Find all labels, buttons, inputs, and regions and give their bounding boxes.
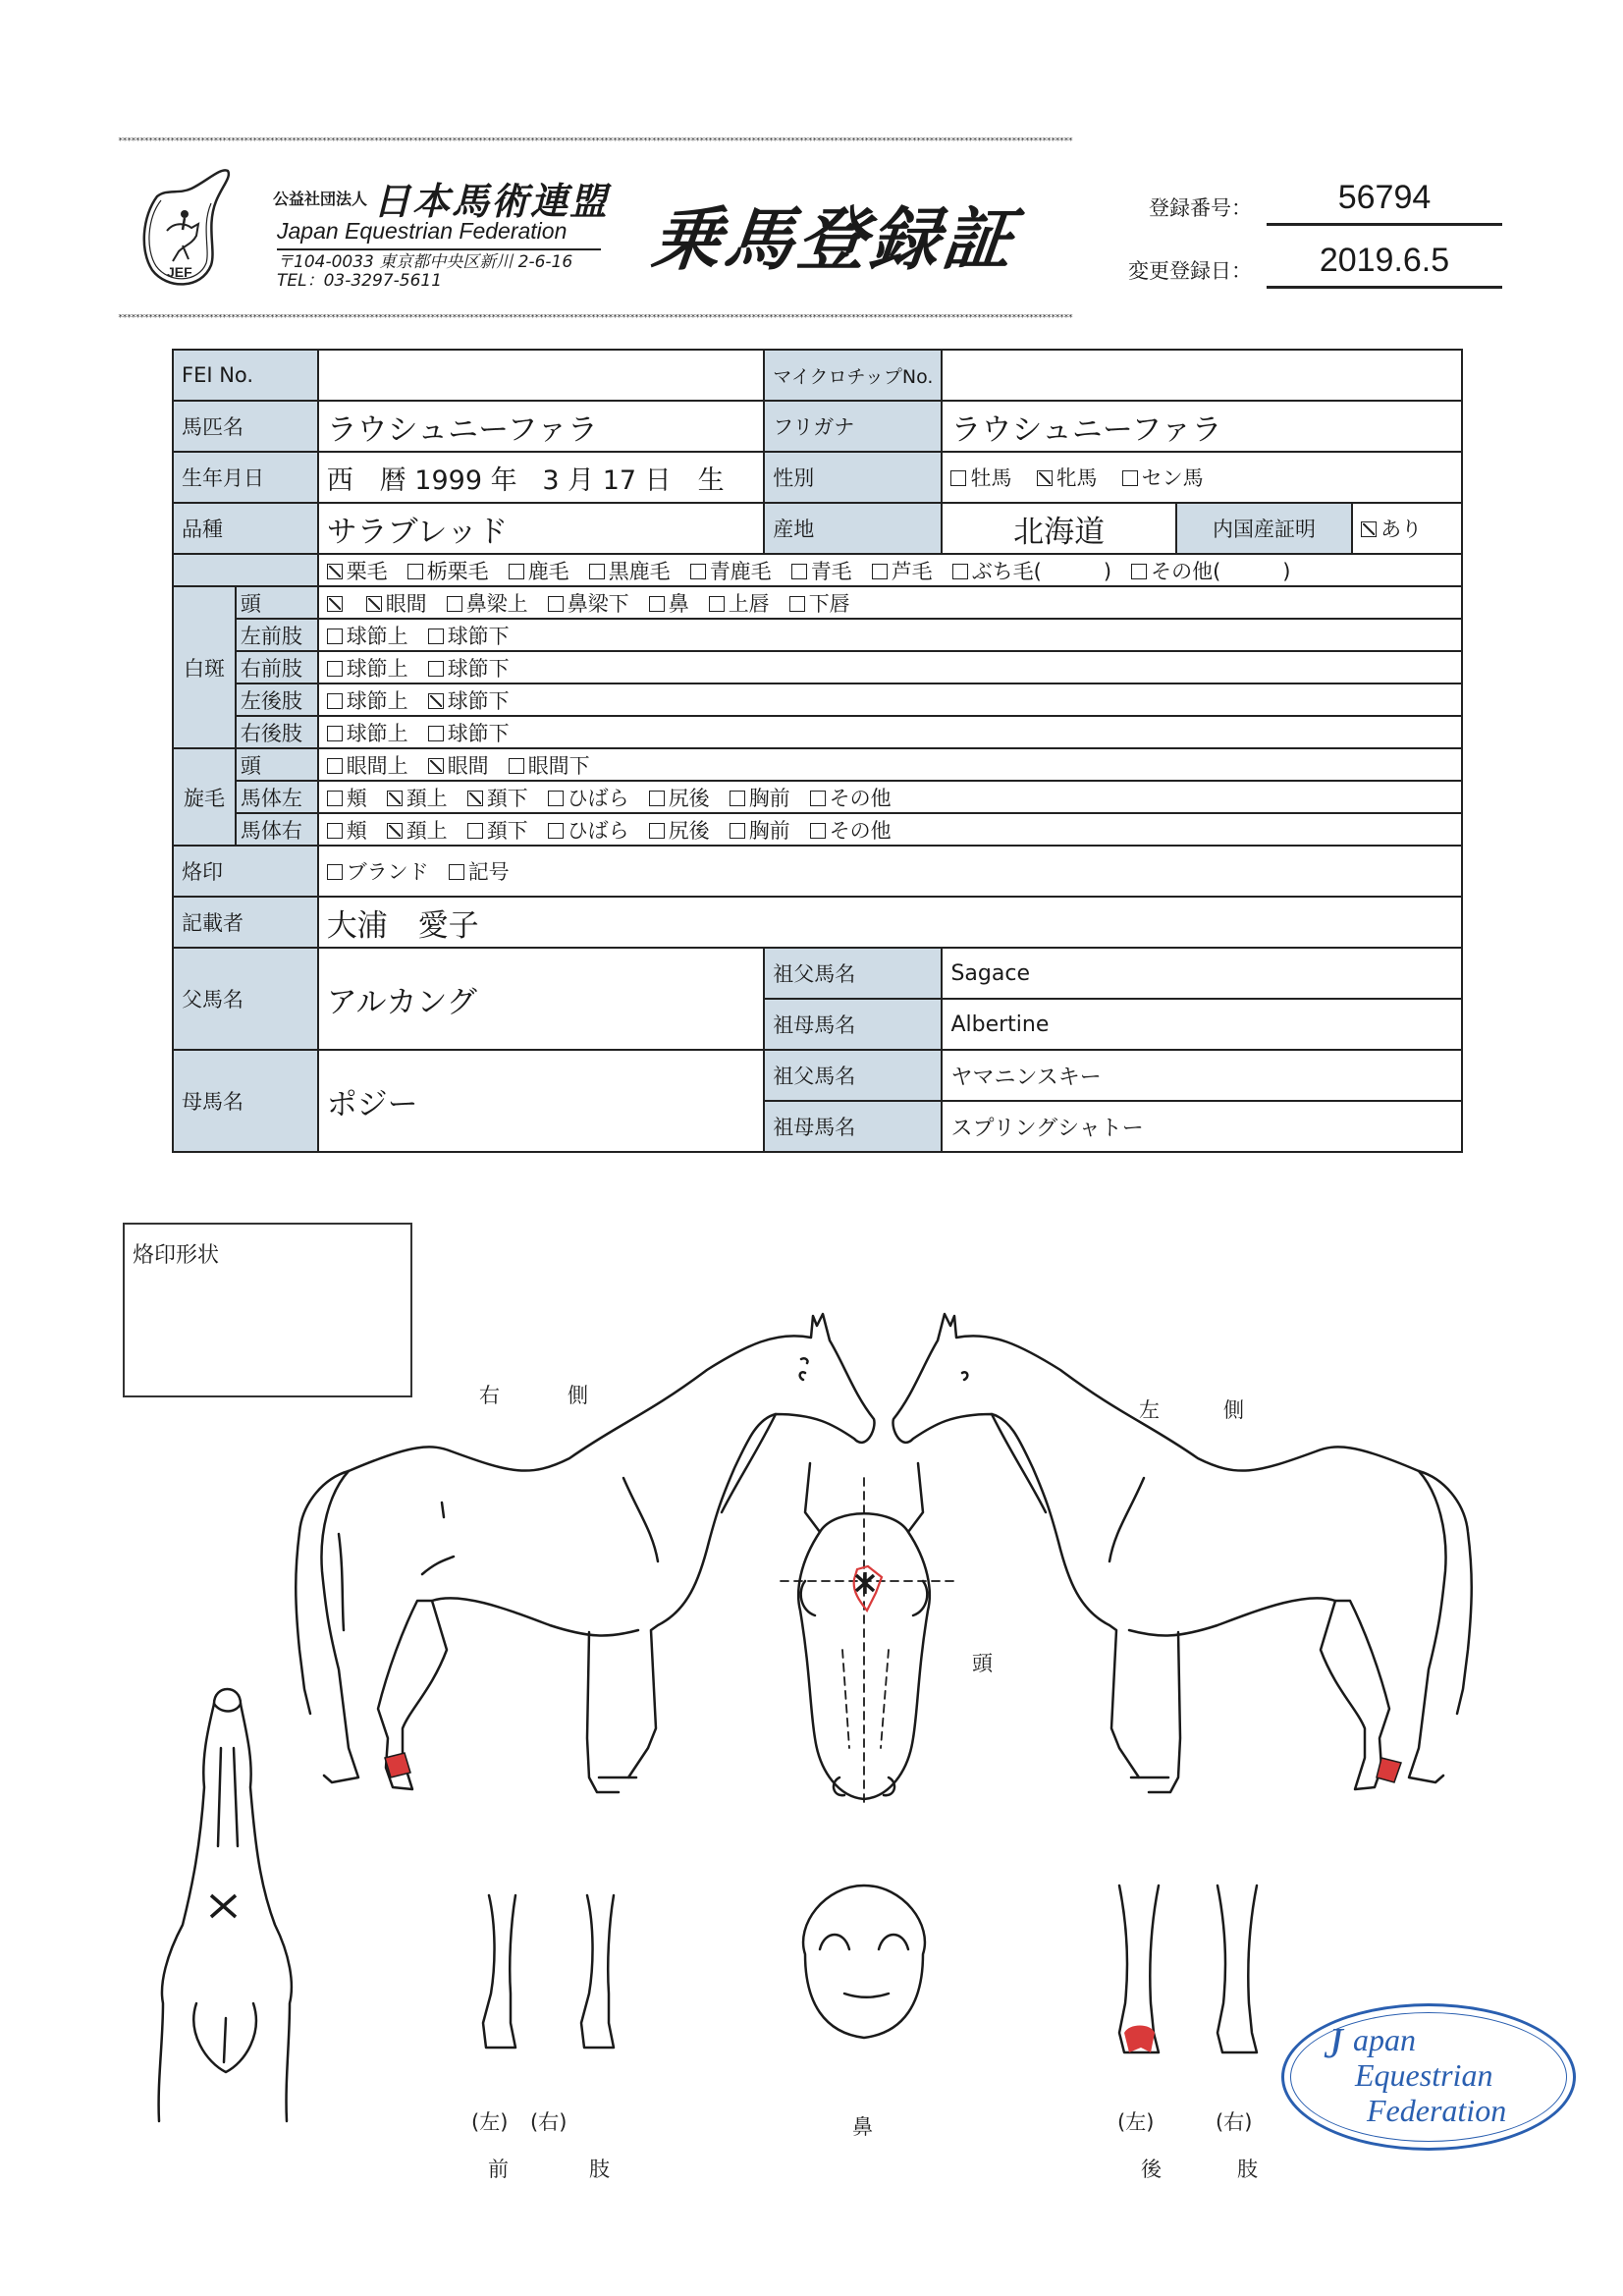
checkbox-option[interactable] <box>730 783 790 812</box>
stamp-line-1: apan <box>1353 2022 1416 2057</box>
checkbox-label: 球節下 <box>447 656 510 681</box>
dam-value: ポジー <box>318 1050 765 1152</box>
white-marking-highlights-icon <box>385 1566 1401 2052</box>
recorder-label: 記載者 <box>173 897 318 948</box>
checkbox-option[interactable] <box>327 815 367 845</box>
checkbox-label: 鼻梁上 <box>465 591 528 616</box>
tel-line: TEL：03-3297-5611 <box>277 271 443 291</box>
checkbox-label: 胸前 <box>748 786 790 810</box>
checkbox-option[interactable] <box>428 750 489 780</box>
registration-number: 56794 <box>1267 179 1502 226</box>
checkbox-label: ひばら <box>567 786 629 810</box>
checked-box-icon <box>387 791 403 806</box>
brand-shape-label: 烙印形状 <box>133 1243 220 1268</box>
sire-grandsire-label: 祖父馬名 <box>764 948 942 999</box>
unchecked-box-icon <box>447 596 462 612</box>
horse-name-value: ラウシュニーファラ <box>318 401 765 452</box>
coat-color-options <box>318 554 1462 586</box>
checkbox-option[interactable] <box>709 588 770 618</box>
birth-date-value <box>318 452 765 503</box>
white-rh-options <box>318 716 1462 748</box>
unchecked-box-icon <box>428 661 444 677</box>
checkbox-label: その他 <box>829 818 892 843</box>
right-side-label-1: 右 <box>479 1384 500 1407</box>
checkbox-label: 頚下 <box>486 818 528 843</box>
checked-box-icon <box>467 791 483 806</box>
row-white-lh <box>173 683 1462 716</box>
checkbox-label: その他( ) <box>1151 559 1291 583</box>
unchecked-box-icon <box>810 791 826 806</box>
checkbox-option[interactable] <box>548 815 629 845</box>
checkbox-option[interactable] <box>327 621 408 650</box>
neck-top-view-icon <box>159 1689 292 2121</box>
checkbox-option[interactable] <box>327 718 408 747</box>
nose-view-icon <box>803 1886 925 2038</box>
whorl-part-label: 頭 <box>236 748 318 781</box>
checkbox-option[interactable] <box>327 856 429 886</box>
checkbox-option[interactable] <box>791 556 852 585</box>
checkbox-label: 球節下 <box>447 624 510 648</box>
hind-left-label: (左) <box>1117 2110 1155 2134</box>
checkbox-option[interactable] <box>952 556 1111 585</box>
checkbox-label: 眼間 <box>385 591 427 616</box>
checkbox-label: 鹿毛 <box>527 559 569 583</box>
checkbox-option[interactable] <box>548 783 629 812</box>
org-name: 日本馬術連盟 <box>373 180 610 223</box>
head-guide-lines-icon <box>781 1478 957 1802</box>
unchecked-box-icon <box>952 564 968 579</box>
checkbox-label: 青毛 <box>810 559 852 583</box>
left-side-label-2: 側 <box>1223 1398 1244 1422</box>
birth-day: 17 <box>602 465 637 496</box>
unchecked-box-icon <box>327 726 343 741</box>
unchecked-box-icon <box>649 596 665 612</box>
checkbox-option[interactable] <box>327 685 408 715</box>
unchecked-box-icon <box>730 823 745 839</box>
checkbox-option[interactable] <box>366 588 427 618</box>
unchecked-box-icon <box>649 823 665 839</box>
birth-month-suffix: 月 <box>568 465 595 496</box>
checkbox-label: 鼻 <box>668 591 689 616</box>
unchecked-box-icon <box>449 864 464 880</box>
unchecked-box-icon <box>589 564 605 579</box>
org-type: 公益社団法人 <box>273 190 368 208</box>
coat-color-label <box>173 554 318 586</box>
birth-year-suffix: 年 <box>490 465 517 496</box>
checkbox-option[interactable] <box>690 556 772 585</box>
top-star-border: **************************************************************************************************************************************************************************************************************************** <box>118 137 1073 145</box>
checkbox-option[interactable] <box>467 783 528 812</box>
stamp-line-2: Equestrian <box>1355 2057 1493 2093</box>
dam-label: 母馬名 <box>173 1050 318 1152</box>
row-brand <box>173 846 1462 897</box>
birth-month: 3 <box>542 465 560 496</box>
unchecked-box-icon <box>428 629 444 644</box>
checkbox-label: 頚上 <box>406 818 448 843</box>
sire-label: 父馬名 <box>173 948 318 1050</box>
domestic-cert-label: 内国産証明 <box>1176 503 1352 554</box>
breed-label: 品種 <box>173 503 318 554</box>
dam-grandsire-label: 祖父馬名 <box>764 1050 942 1101</box>
brand-shape-box <box>123 1223 412 1397</box>
checkbox-option[interactable] <box>730 815 790 845</box>
origin-value: 北海道 <box>942 503 1175 554</box>
checkbox-option[interactable] <box>327 783 367 812</box>
checkbox-option[interactable] <box>387 815 448 845</box>
checkbox-icon <box>1361 521 1377 537</box>
front-left-label: (左) <box>471 2110 509 2134</box>
unchecked-box-icon <box>509 564 524 579</box>
checkbox-label: 頚上 <box>406 786 448 810</box>
checkbox-label: ひばら <box>567 818 629 843</box>
left-side-label-1: 左 <box>1139 1398 1160 1422</box>
checkbox-option[interactable] <box>789 588 850 618</box>
unchecked-box-icon <box>730 791 745 806</box>
unchecked-box-icon <box>810 823 826 839</box>
checked-box-icon <box>428 758 444 774</box>
head-diagram-label: 頭 <box>972 1652 993 1675</box>
front-right-label: (右) <box>530 2110 568 2134</box>
domestic-cert-value <box>1352 503 1462 554</box>
checkbox-label: 球節上 <box>346 624 408 648</box>
unchecked-box-icon <box>548 823 564 839</box>
sire-granddam-value: Albertine <box>942 999 1462 1050</box>
checkbox-option[interactable] <box>589 556 671 585</box>
white-part-label: 左前肢 <box>236 619 318 651</box>
stamp-line-3: Federation <box>1367 2093 1507 2128</box>
front-legs-label-1: 前 <box>488 2158 509 2181</box>
checkbox-label: その他 <box>829 786 892 810</box>
row-dam-1 <box>173 1050 1462 1101</box>
checkbox-label: 尻後 <box>668 786 710 810</box>
checkbox-label: 青鹿毛 <box>709 559 772 583</box>
checked-box-icon <box>327 596 343 612</box>
checkbox-option[interactable] <box>467 815 528 845</box>
row-birth <box>173 452 1462 503</box>
checkbox-option[interactable] <box>810 815 892 845</box>
nose-diagram-label: 鼻 <box>852 2115 873 2139</box>
checkbox-option[interactable] <box>327 750 408 780</box>
sex-options <box>942 452 1462 503</box>
head-front-view-icon <box>798 1463 930 1799</box>
address-line: 〒104-0033 東京都中央区新川 2-6-16 <box>277 252 573 272</box>
hind-legs-icon <box>1119 1886 1257 2052</box>
org-address <box>277 253 572 291</box>
checkbox-label: 眼間 <box>447 753 489 778</box>
row-whorl-left <box>173 781 1462 813</box>
checkbox-option[interactable] <box>1131 556 1290 585</box>
checkbox-label: 上唇 <box>728 591 770 616</box>
unchecked-box-icon <box>709 596 725 612</box>
checkbox-option[interactable] <box>509 750 590 780</box>
checkbox-label: 黒鹿毛 <box>608 559 671 583</box>
checkbox-option[interactable] <box>449 856 510 886</box>
whorl-head-options <box>318 748 1462 781</box>
white-markings-label: 白斑 <box>173 586 236 748</box>
checkbox-label: 胸前 <box>748 818 790 843</box>
checkbox-label: 頬 <box>346 786 367 810</box>
sire-value: アルカング <box>318 948 765 1050</box>
checkbox-option[interactable] <box>810 783 892 812</box>
checkbox-label: 球節下 <box>447 721 510 745</box>
hind-legs-label-1: 後 <box>1141 2158 1162 2181</box>
bottom-star-border: **************************************************************************************************************************************************************************************************************************** <box>118 314 1073 322</box>
checkbox-label: ぶち毛( ) <box>971 559 1112 583</box>
checkbox-option[interactable] <box>649 588 689 618</box>
hind-legs-label-2: 肢 <box>1237 2158 1258 2181</box>
hind-right-label: (右) <box>1216 2110 1253 2134</box>
unchecked-box-icon <box>649 791 665 806</box>
front-legs-label-2: 肢 <box>589 2158 610 2181</box>
checkbox-label: 球節上 <box>346 721 408 745</box>
microchip-value <box>942 350 1462 401</box>
checkbox-option[interactable] <box>428 621 510 650</box>
row-recorder <box>173 897 1462 948</box>
row-white-rh <box>173 716 1462 748</box>
breed-value: サラブレッド <box>318 503 765 554</box>
stamp-letter: J <box>1324 2019 1343 2067</box>
brand-options <box>318 846 1462 897</box>
unchecked-box-icon <box>467 823 483 839</box>
checkbox-option[interactable] <box>327 592 347 616</box>
checkbox-label: 眼間上 <box>346 753 408 778</box>
checkbox-option[interactable] <box>509 556 569 585</box>
furigana-label: フリガナ <box>764 401 942 452</box>
unchecked-box-icon <box>509 758 524 774</box>
checkbox-label: 記号 <box>467 860 510 884</box>
checkbox-icon <box>1037 470 1053 486</box>
checkbox-option[interactable] <box>407 556 489 585</box>
checkbox-option[interactable] <box>428 718 510 747</box>
unchecked-box-icon <box>327 758 343 774</box>
row-whorl-right <box>173 813 1462 846</box>
checkbox-option[interactable] <box>387 783 448 812</box>
unchecked-box-icon <box>789 596 805 612</box>
unchecked-box-icon <box>548 791 564 806</box>
dam-grandsire-value: ヤマニンスキー <box>942 1050 1462 1101</box>
checkbox-label: 芦毛 <box>891 559 933 583</box>
unchecked-box-icon <box>872 564 888 579</box>
checked-box-icon <box>366 596 382 612</box>
checkbox-label: 球節上 <box>346 688 408 713</box>
unchecked-box-icon <box>327 661 343 677</box>
checkbox-option[interactable] <box>428 653 510 683</box>
birth-date-label: 生年月日 <box>173 452 318 503</box>
fei-no-value <box>318 350 765 401</box>
sire-grandsire-value: Sagace <box>942 948 1462 999</box>
checkbox-label: 球節下 <box>447 688 510 713</box>
left-side-horse-icon <box>893 1314 1472 1792</box>
whorl-left-options <box>318 781 1462 813</box>
sex-option-stallion[interactable]: 牡馬 <box>950 463 1011 492</box>
microchip-label: マイクロチップNo. <box>764 350 942 401</box>
checkbox-label: 栃栗毛 <box>426 559 489 583</box>
whorl-part-label: 馬体右 <box>236 813 318 846</box>
row-whorl-head <box>173 748 1462 781</box>
unchecked-box-icon <box>327 864 343 880</box>
org-divider <box>277 248 601 250</box>
whorl-part-label: 馬体左 <box>236 781 318 813</box>
furigana-value: ラウシュニーファラ <box>942 401 1462 452</box>
dam-granddam-label: 祖母馬名 <box>764 1101 942 1152</box>
whorl-markers-icon <box>211 1572 874 1917</box>
brand-label: 烙印 <box>173 846 318 897</box>
unchecked-box-icon <box>1131 564 1147 579</box>
checkbox-option[interactable] <box>327 556 388 585</box>
row-white-lf <box>173 619 1462 651</box>
jef-seal-stamp <box>1281 2003 1576 2151</box>
checkbox-label: 下唇 <box>808 591 850 616</box>
checkbox-label: 栗毛 <box>346 559 388 583</box>
org-name-en: Japan Equestrian Federation <box>277 218 568 244</box>
row-coat-color <box>173 554 1462 586</box>
unchecked-box-icon <box>407 564 423 579</box>
white-rf-options <box>318 651 1462 683</box>
svg-text:JEF: JEF <box>167 264 192 280</box>
sex-option-mare[interactable]: 牝馬 <box>1037 463 1098 492</box>
checked-box-icon <box>428 693 444 709</box>
checkbox-icon <box>950 470 966 486</box>
checkbox-label: 頚下 <box>486 786 528 810</box>
sex-label: 性別 <box>764 452 942 503</box>
checkbox-option[interactable] <box>447 588 528 618</box>
domestic-cert-checkbox[interactable]: あり <box>1361 514 1422 543</box>
unchecked-box-icon <box>690 564 706 579</box>
registration-form <box>172 349 1463 1153</box>
row-breed <box>173 503 1462 554</box>
registration-number-label: 登録番号： <box>1149 196 1252 220</box>
checkbox-option[interactable] <box>327 653 408 683</box>
fei-no-label: FEI No. <box>173 350 318 401</box>
jef-logo-icon <box>137 167 236 290</box>
dam-granddam-value: スプリングシャトー <box>942 1101 1462 1152</box>
birth-day-suffix: 日 生 <box>644 465 725 496</box>
row-white-head <box>173 586 1462 619</box>
unchecked-box-icon <box>327 693 343 709</box>
checkbox-option[interactable] <box>649 783 710 812</box>
sex-option-gelding[interactable]: セン馬 <box>1122 463 1204 492</box>
white-part-label: 左後肢 <box>236 683 318 716</box>
unchecked-box-icon <box>791 564 807 579</box>
checkbox-option[interactable] <box>428 685 510 715</box>
right-side-label-2: 側 <box>568 1384 588 1407</box>
row-white-rf <box>173 651 1462 683</box>
row-name <box>173 401 1462 452</box>
white-lh-options <box>318 683 1462 716</box>
checkbox-label: 頬 <box>346 818 367 843</box>
change-date-label: 変更登録日： <box>1128 259 1252 283</box>
checkbox-label: 眼間下 <box>527 753 590 778</box>
unchecked-box-icon <box>548 596 564 612</box>
checked-box-icon <box>327 564 343 579</box>
unchecked-box-icon <box>327 791 343 806</box>
unchecked-box-icon <box>327 629 343 644</box>
sire-granddam-label: 祖母馬名 <box>764 999 942 1050</box>
checkbox-label: ブランド <box>346 860 429 884</box>
birth-era: 西 暦 <box>326 465 406 496</box>
white-head-options <box>318 586 1462 619</box>
checkbox-label: 球節上 <box>346 656 408 681</box>
unchecked-box-icon <box>428 726 444 741</box>
front-legs-icon <box>483 1895 614 2048</box>
change-date: 2019.6.5 <box>1267 242 1502 289</box>
checkbox-icon <box>1122 470 1138 486</box>
checkbox-option[interactable] <box>548 588 629 618</box>
whorls-label: 旋毛 <box>173 748 236 846</box>
white-lf-options <box>318 619 1462 651</box>
row-fei <box>173 350 1462 401</box>
birth-year: 1999 <box>414 465 482 496</box>
checkbox-option[interactable] <box>872 556 933 585</box>
whorl-right-options <box>318 813 1462 846</box>
recorder-value: 大浦 愛子 <box>318 897 1462 948</box>
checkbox-label: 尻後 <box>668 818 710 843</box>
horse-name-label: 馬匹名 <box>173 401 318 452</box>
document-title: 乗馬登録証 <box>648 199 1020 280</box>
unchecked-box-icon <box>327 823 343 839</box>
white-part-label: 右後肢 <box>236 716 318 748</box>
row-sire-1 <box>173 948 1462 999</box>
white-part-label: 頭 <box>236 586 318 619</box>
checkbox-label: 鼻梁下 <box>567 591 629 616</box>
origin-label: 産地 <box>764 503 942 554</box>
checked-box-icon <box>387 823 403 839</box>
checkbox-option[interactable] <box>649 815 710 845</box>
white-part-label: 右前肢 <box>236 651 318 683</box>
